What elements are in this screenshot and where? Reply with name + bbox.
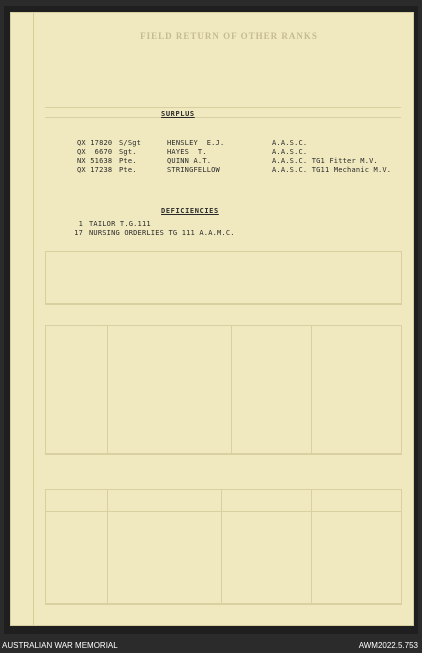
soldier-name: STRINGFELLOW [167,166,220,174]
form-header-faint: FIELD RETURN OF OTHER RANKS [140,31,318,41]
deficiency-text: NURSING ORDERLIES TG 111 A.A.M.C. [89,229,235,237]
soldier-name: HAYES T. [167,148,207,156]
deficiencies-heading: DEFICIENCIES [161,207,219,215]
deficiency-count: 1 [78,220,83,228]
archive-caption-right: AWM2022.5.753 [358,641,418,650]
deficiency-count: 17 [74,229,83,237]
document-sheet [10,12,414,626]
rank: Pte. [119,157,137,165]
fold-line [33,13,34,625]
surplus-heading: SURPLUS [161,110,195,118]
service-number: NX 51638 [77,157,113,165]
rank: S/Sgt [119,139,142,147]
archive-caption-left: AUSTRALIAN WAR MEMORIAL [2,641,118,650]
unit: A.A.S.C. TG1 Fitter M.V. [272,157,378,165]
unit: A.A.S.C. TG11 Mechanic M.V. [272,166,392,174]
unit: A.A.S.C. [272,139,308,147]
soldier-name: QUINN A.T. [167,157,212,165]
rank: Sgt. [119,148,137,156]
rank: Pte. [119,166,137,174]
unit: A.A.S.C. [272,148,308,156]
service-number: QX 17238 [77,166,113,174]
service-number: QX 17820 [77,139,113,147]
soldier-name: HENSLEY E.J. [167,139,225,147]
service-number: QX 6670 [77,148,113,156]
deficiency-text: TAILOR T.G.111 [89,220,151,228]
